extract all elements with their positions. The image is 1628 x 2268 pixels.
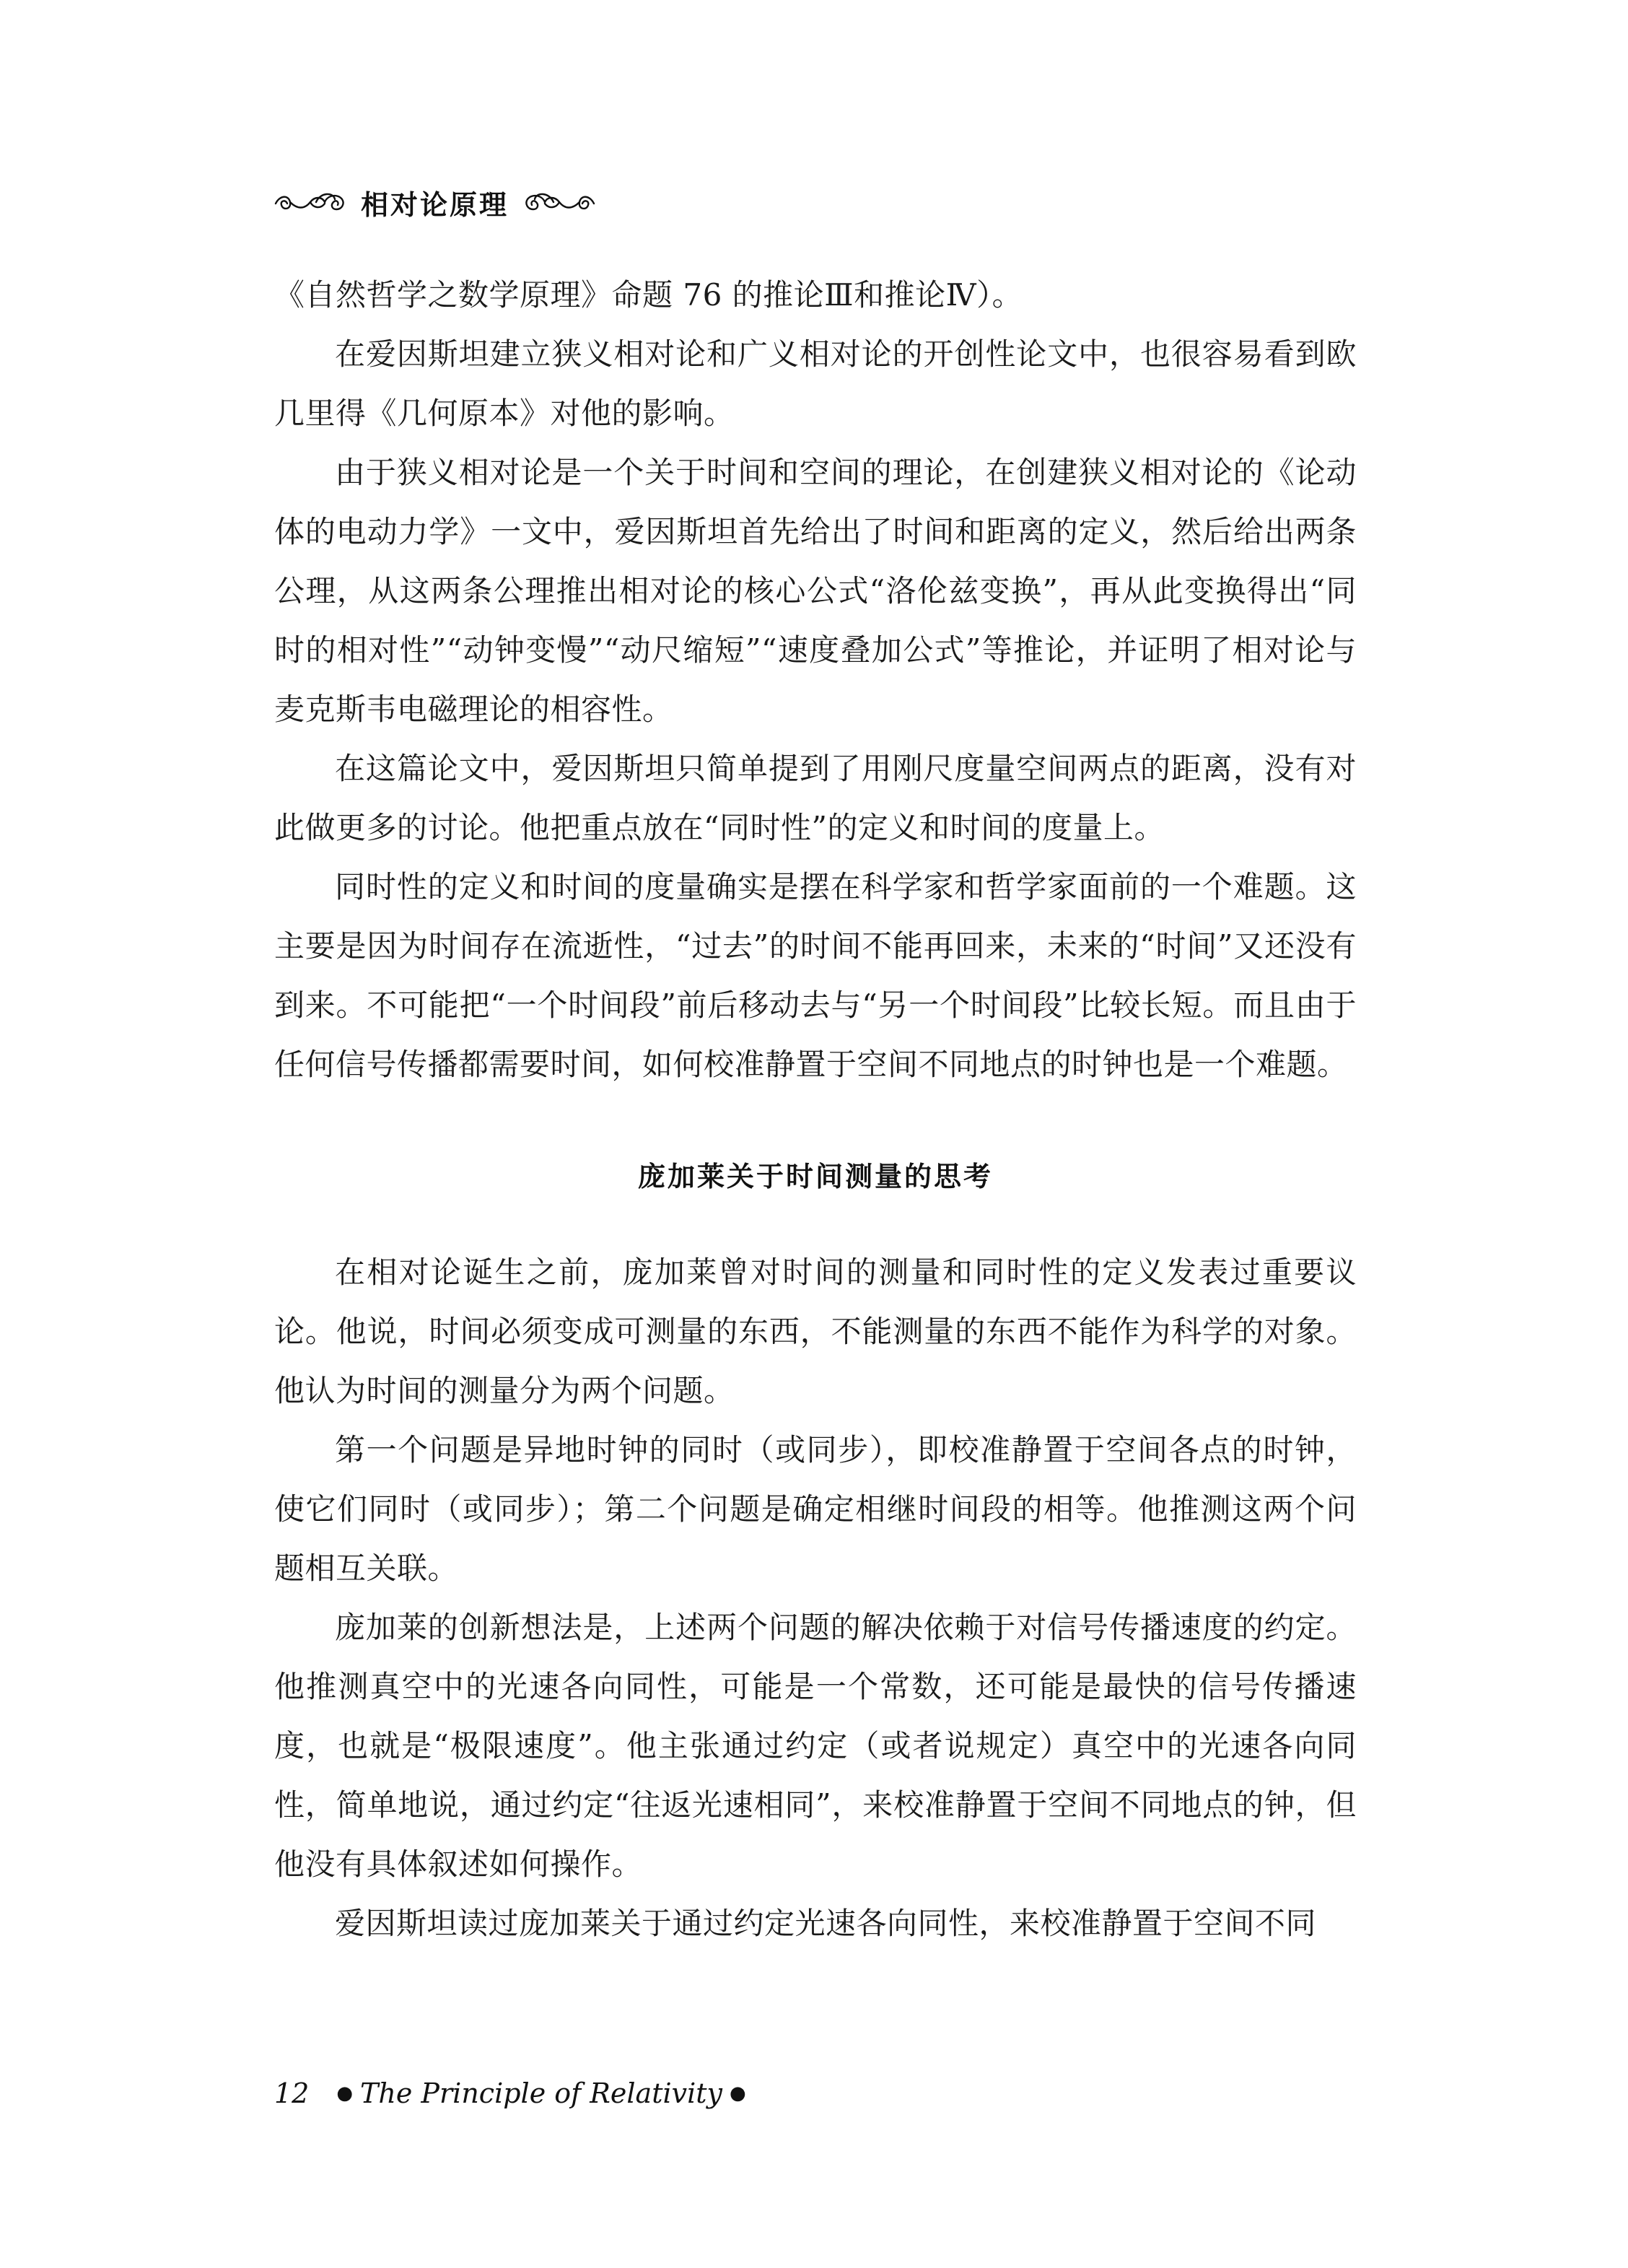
footer-book-title: The Principle of Relativity bbox=[360, 2077, 722, 2109]
page-number: 12 bbox=[274, 2077, 310, 2109]
bullet-dot-icon: ● bbox=[730, 2082, 746, 2104]
running-header-title: 相对论原理 bbox=[361, 188, 509, 221]
paragraph-1: 《自然哲学之数学原理》命题 76 的推论Ⅲ和推论Ⅳ）。 bbox=[274, 277, 1023, 313]
page-body bbox=[274, 266, 1357, 1953]
bullet-dot-icon: ● bbox=[336, 2082, 354, 2104]
right-flourish-icon bbox=[522, 188, 597, 217]
paragraph-9: 爱因斯坦读过庞加莱关于通过约定光速各向同性，来校准静置于空间不同 bbox=[335, 1906, 1317, 1941]
paragraph-4: 在这篇论文中，爱因斯坦只简单提到了用刚尺度量空间两点的距离，没有对此做更多的讨论。他把重点放在“同时性”的定义和时间的度量上。 bbox=[274, 751, 1357, 845]
paragraph-8: 庞加莱的创新想法是，上述两个问题的解决依赖于对信号传播速度的约定。他推测真空中的光速各向同性，可能是一个常数，还可能是最快的信号传播速度，也就是“极限速度”。他主张通过约定（或者说规定）真空中的光速各向同性，简单地说，通过约定“往返光速相同”，来校准静置于空间不同地点的钟，但他没有具体叙述如何操作。 bbox=[274, 1610, 1357, 1882]
left-flourish-icon bbox=[273, 188, 348, 217]
section-heading: 庞加莱关于时间测量的思考 bbox=[637, 1161, 993, 1192]
paragraph-2: 在爱因斯坦建立狭义相对论和广义相对论的开创性论文中，也很容易看到欧几里得《几何原本》对他的影响。 bbox=[274, 336, 1357, 431]
paragraph-6: 在相对论诞生之前，庞加莱曾对时间的测量和同时性的定义发表过重要议论。他说，时间必须变成可测量的东西，不能测量的东西不能作为科学的对象。他认为时间的测量分为两个问题。 bbox=[274, 1255, 1357, 1408]
running-footer bbox=[274, 2072, 753, 2115]
paragraph-3: 由于狭义相对论是一个关于时间和空间的理论，在创建狭义相对论的《论动体的电动力学》一文中，爱因斯坦首先给出了时间和距离的定义，然后给出两条公理，从这两条公理推出相对论的核心公式“洛伦兹变换”，再从此变换得出“同时的相对性”“动钟变慢”“动尺缩短”“速度叠加公式”等推论，并证明了相对论与麦克斯韦电磁理论的相容性。 bbox=[274, 455, 1357, 727]
paragraph-5: 同时性的定义和时间的度量确实是摆在科学家和哲学家面前的一个难题。这主要是因为时间存在流逝性，“过去”的时间不能再回来，未来的“时间”又还没有到来。不可能把“一个时间段”前后移动去与“另一个时间段”比较长短。而且由于任何信号传播都需要时间，如何校准静置于空间不同地点的时钟也是一个难题。 bbox=[274, 869, 1357, 1082]
paragraph-7: 第一个问题是异地时钟的同时（或同步），即校准静置于空间各点的时钟，使它们同时（或同步）；第二个问题是确定相继时间段的相等。他推测这两个问题相互关联。 bbox=[274, 1432, 1357, 1586]
running-header bbox=[273, 179, 597, 225]
